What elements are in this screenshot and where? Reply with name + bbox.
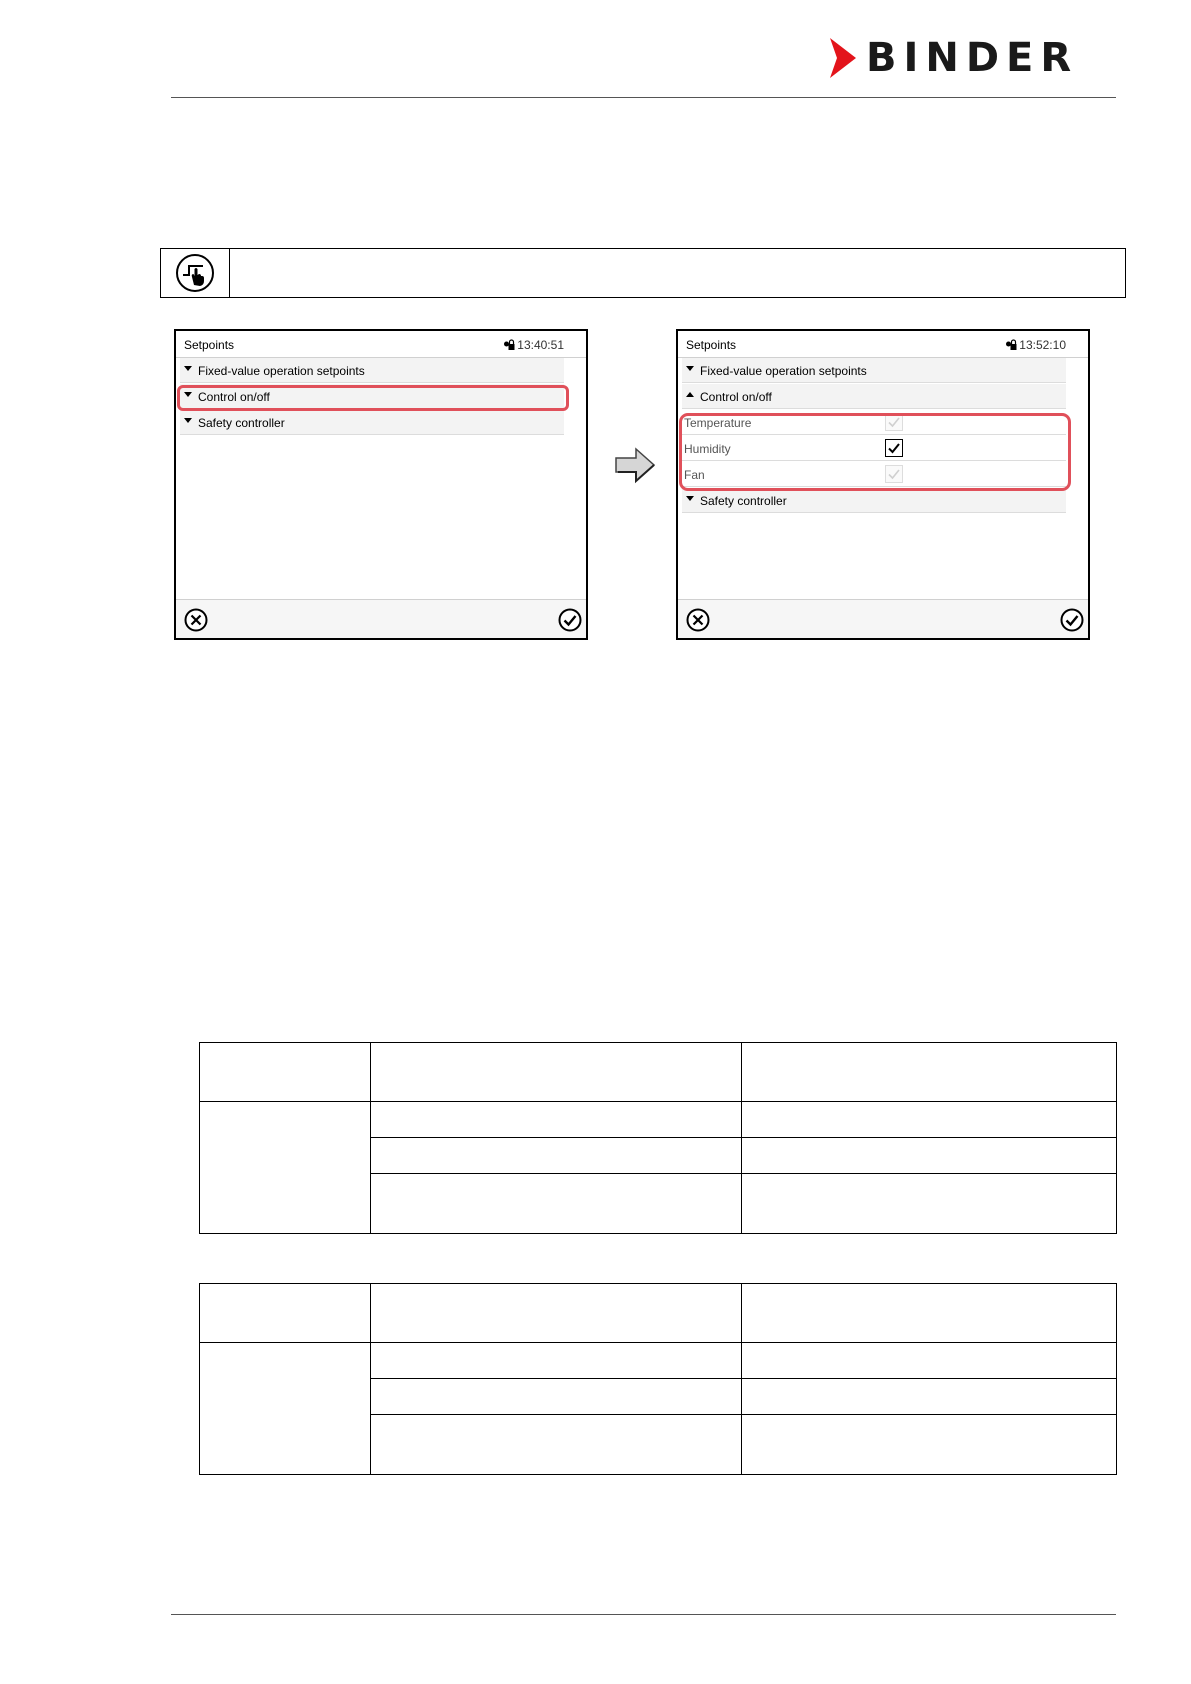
lock-user-icon	[1005, 339, 1017, 351]
row-label: Temperature	[684, 416, 752, 430]
table-cell	[200, 1043, 371, 1102]
chevron-up-icon	[686, 392, 694, 397]
table-cell	[200, 1343, 371, 1475]
section-label: Control on/off	[700, 390, 772, 404]
arrow-right-icon	[614, 446, 658, 484]
table-cell	[742, 1415, 1117, 1475]
screen-time	[1005, 338, 1066, 352]
table-cell	[742, 1174, 1117, 1234]
chevron-down-icon	[184, 366, 192, 371]
confirm-icon[interactable]	[558, 608, 582, 632]
instruction-box	[160, 248, 1126, 298]
screen-footer	[176, 599, 586, 638]
table-cell	[370, 1102, 742, 1138]
time-value: 13:40:51	[517, 338, 564, 352]
row-label: Humidity	[684, 442, 731, 456]
row-label: Fan	[684, 468, 705, 482]
screen-title: Setpoints	[686, 338, 737, 352]
section-safety-controller[interactable]	[180, 410, 564, 435]
chevron-down-icon	[686, 496, 694, 501]
screen-header	[678, 331, 1088, 358]
footer-rule	[171, 1614, 1116, 1615]
time-value: 13:52:10	[1019, 338, 1066, 352]
table-cell	[742, 1379, 1117, 1415]
setpoints-screen-after	[676, 329, 1090, 640]
confirm-icon[interactable]	[1060, 608, 1084, 632]
cancel-icon[interactable]	[184, 608, 208, 632]
instruction-icon-cell	[161, 249, 230, 297]
binder-logo-mark	[828, 38, 858, 78]
screen-title: Setpoints	[184, 338, 235, 352]
screen-header	[176, 331, 586, 358]
screen-time	[503, 338, 564, 352]
section-safety-controller[interactable]	[682, 488, 1066, 513]
header-rule	[171, 97, 1116, 98]
touch-hand-icon	[175, 253, 215, 293]
settings-table-1	[199, 1042, 1117, 1234]
table-cell	[370, 1174, 742, 1234]
table-cell	[370, 1284, 742, 1343]
table-cell	[742, 1138, 1117, 1174]
screen-footer	[678, 599, 1088, 638]
settings-table-2	[199, 1283, 1117, 1475]
table-cell	[200, 1284, 371, 1343]
table-cell	[742, 1102, 1117, 1138]
table-cell	[370, 1379, 742, 1415]
chevron-down-icon	[184, 418, 192, 423]
lock-user-icon	[503, 339, 515, 351]
section-label: Fixed-value operation setpoints	[198, 364, 365, 378]
binder-logo	[828, 36, 1078, 80]
table-cell	[742, 1343, 1117, 1379]
highlight-frame	[679, 413, 1071, 491]
setpoints-screen-before	[174, 329, 588, 640]
section-label: Safety controller	[198, 416, 285, 430]
highlight-frame	[177, 385, 569, 411]
cancel-icon[interactable]	[686, 608, 710, 632]
section-fixed-value-setpoints[interactable]	[682, 358, 1066, 383]
binder-logo-text: BINDER	[866, 35, 1079, 81]
table-cell	[742, 1284, 1117, 1343]
section-label: Control on/off	[198, 390, 270, 404]
table-cell	[370, 1043, 742, 1102]
section-label: Safety controller	[700, 494, 787, 508]
table-cell	[200, 1102, 371, 1234]
section-fixed-value-setpoints[interactable]	[180, 358, 564, 383]
table-cell	[370, 1138, 742, 1174]
section-label: Fixed-value operation setpoints	[700, 364, 867, 378]
table-cell	[742, 1043, 1117, 1102]
section-control-on-off[interactable]	[682, 384, 1066, 409]
chevron-down-icon	[686, 366, 694, 371]
table-cell	[370, 1343, 742, 1379]
table-cell	[370, 1415, 742, 1475]
